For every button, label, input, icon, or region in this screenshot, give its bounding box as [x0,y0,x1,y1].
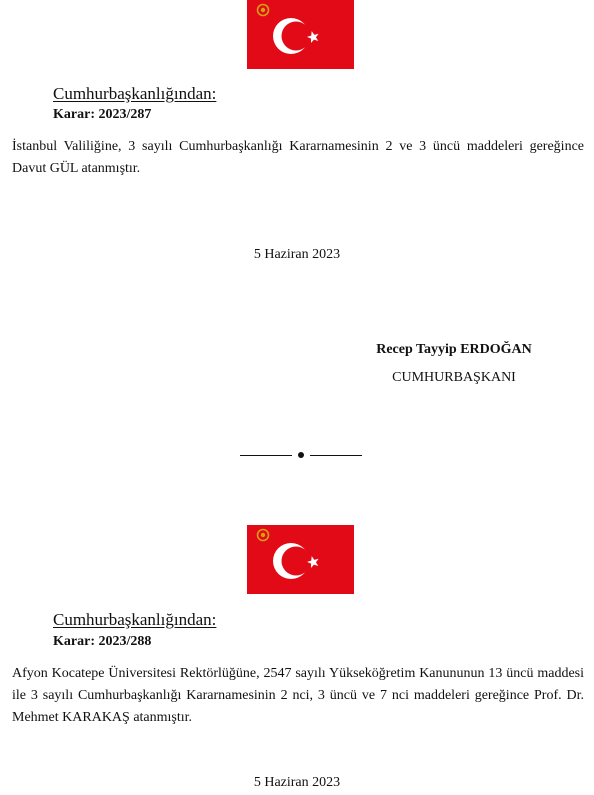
decision-number: Karar: 2023/288 [53,634,152,649]
decision-date: 5 Haziran 2023 [253,775,341,790]
presidential-flag-2 [247,525,354,594]
signer-name: Recep Tayyip ERDOĞAN [376,342,532,357]
issuer-heading: Cumhurbaşkanlığından: [53,84,217,103]
flag-emblem-icon [247,0,354,69]
flag-emblem-icon [247,525,354,594]
presidential-flag-1 [247,0,354,69]
issuer-heading: Cumhurbaşkanlığından: [53,610,217,629]
signer-title: CUMHURBAŞKANI [392,370,516,385]
separator-line-right [310,455,362,456]
section-separator [240,448,362,462]
decision-body: İstanbul Valiliğine, 3 sayılı Cumhurbaşkanlığı Kararnamesinin 2 ve 3 üncü maddeleri gereğince Davut GÜL atanmıştır. [12,139,584,176]
decision-number: Karar: 2023/287 [53,107,152,122]
decision-body: Afyon Kocatepe Üniversitesi Rektörlüğüne, 2547 sayılı Yükseköğretim Kanununun 13 üncü maddesi ile 3 sayılı Cumhurbaşkanlığı Kararnamesinin 2 nci, 3 üncü ve 7 nci maddeleri gereğince Prof. Dr. Mehmet KARAKAŞ atanmıştır. [12,666,584,725]
separator-line-left [240,455,292,456]
separator-dot [298,452,304,458]
decision-date: 5 Haziran 2023 [253,247,341,262]
